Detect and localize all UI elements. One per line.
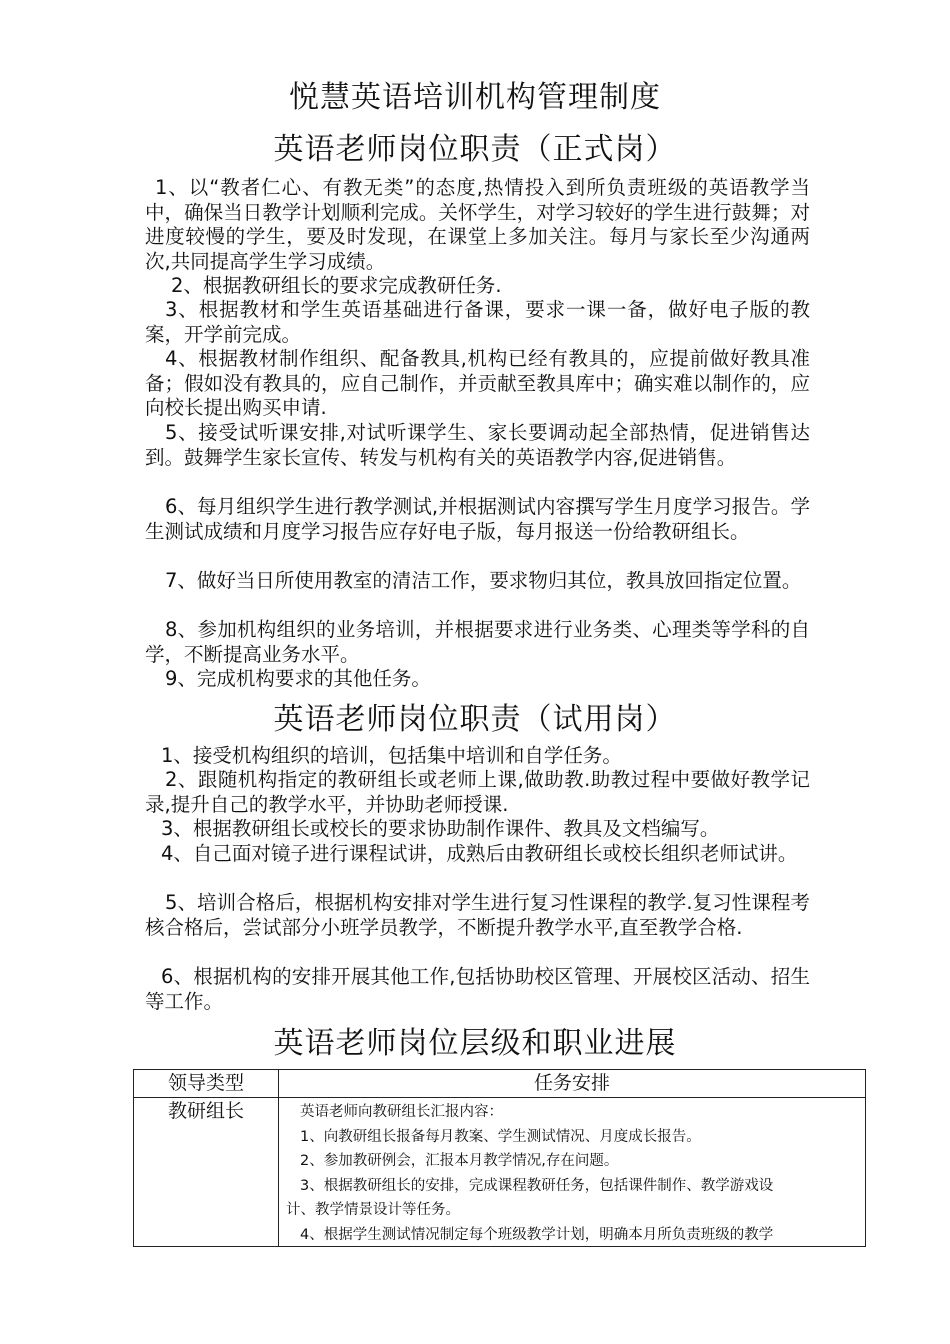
section-heading-trial: 英语老师岗位职责（试用岗） xyxy=(273,702,677,737)
trial-item-5: 5、培训合格后，根据机构安排对学生进行复习性课程的教学.复习性课程考核合格后，尝试部分小班学员教学，不断提升教学水平,直至教学合格. xyxy=(145,891,810,939)
trial-item-3: 3、根据教研组长或校长的要求协助制作课件、教具及文档编写。 xyxy=(161,817,720,840)
formal-item-6: 6、每月组织学生进行教学测试,并根据测试内容撰写学生月度学习报告。学生测试成绩和月度学习报告应存好电子版，每月报送一份给教研组长。 xyxy=(145,495,810,543)
formal-item-2: 2、根据教研组长的要求完成教研任务. xyxy=(171,274,502,297)
career-table xyxy=(133,1069,866,1247)
document-title: 悦慧英语培训机构管理制度 xyxy=(289,80,661,115)
section-heading-formal: 英语老师岗位职责（正式岗） xyxy=(273,132,677,167)
trial-item-6: 6、根据机构的安排开展其他工作,包括协助校区管理、开展校区活动、招生等工作。 xyxy=(145,965,810,1013)
trial-item-1: 1、接受机构组织的培训，包括集中培训和自学任务。 xyxy=(161,744,622,767)
table-cell-tasks xyxy=(286,1100,851,1247)
formal-item-1: 1、以“教者仁心、有教无类”的态度,热情投入到所负责班级的英语教学当中，确保当日教学计划顺利完成。关怀学生，对学习较好的学生进行鼓舞；对进度较慢的学生，要及时发现，在课堂上多加关注。每月与家长至少沟通两次,共同提高学生学习成绩。 xyxy=(145,176,810,273)
task-line: 1、向教研组长报备每月教案、学生测试情况、月度成长报告。 xyxy=(300,1128,701,1145)
formal-item-9: 9、完成机构要求的其他任务。 xyxy=(165,667,431,690)
formal-item-8: 8、参加机构组织的业务培训，并根据要求进行业务类、心理类等学科的自学，不断提高业务水平。 xyxy=(145,618,810,666)
table-header-tasks: 任务安排 xyxy=(533,1072,610,1094)
task-line: 计、教学情景设计等任务。 xyxy=(286,1202,460,1218)
table-cell-type: 教研组长 xyxy=(167,1100,244,1122)
table-header-type: 领导类型 xyxy=(167,1072,244,1094)
task-line: 3、根据教研组长的安排，完成课程教研任务，包括课件制作、教学游戏设 xyxy=(300,1177,774,1194)
formal-item-7: 7、做好当日所使用教室的清洁工作，要求物归其位，教具放回指定位置。 xyxy=(165,569,802,592)
section-heading-career: 英语老师岗位层级和职业进展 xyxy=(273,1026,677,1061)
task-line: 4、根据学生测试情况制定每个班级教学计划，明确本月所负责班级的教学 xyxy=(300,1226,774,1243)
task-line: 英语老师向教研组长汇报内容： xyxy=(300,1104,503,1120)
formal-item-4: 4、根据教材制作组织、配备教具,机构已经有教具的，应提前做好教具准备；假如没有教具的，应自己制作，并贡献至教具库中；确实难以制作的，应向校长提出购买申请. xyxy=(145,347,810,419)
trial-item-2: 2、跟随机构指定的教研组长或老师上课,做助教.助教过程中要做好教学记录,提升自己的教学水平，并协助老师授课. xyxy=(145,768,810,816)
trial-item-4: 4、自己面对镜子进行课程试讲，成熟后由教研组长或校长组织老师试讲。 xyxy=(161,842,798,865)
formal-item-5: 5、接受试听课安排,对试听课学生、家长要调动起全部热情，促进销售达到。鼓舞学生家长宣传、转发与机构有关的英语教学内容,促进销售。 xyxy=(145,421,810,469)
task-line: 2、参加教研例会，汇报本月教学情况,存在问题。 xyxy=(300,1153,619,1169)
formal-item-3: 3、根据教材和学生英语基础进行备课，要求一课一备，做好电子版的教案，开学前完成。 xyxy=(145,298,810,346)
